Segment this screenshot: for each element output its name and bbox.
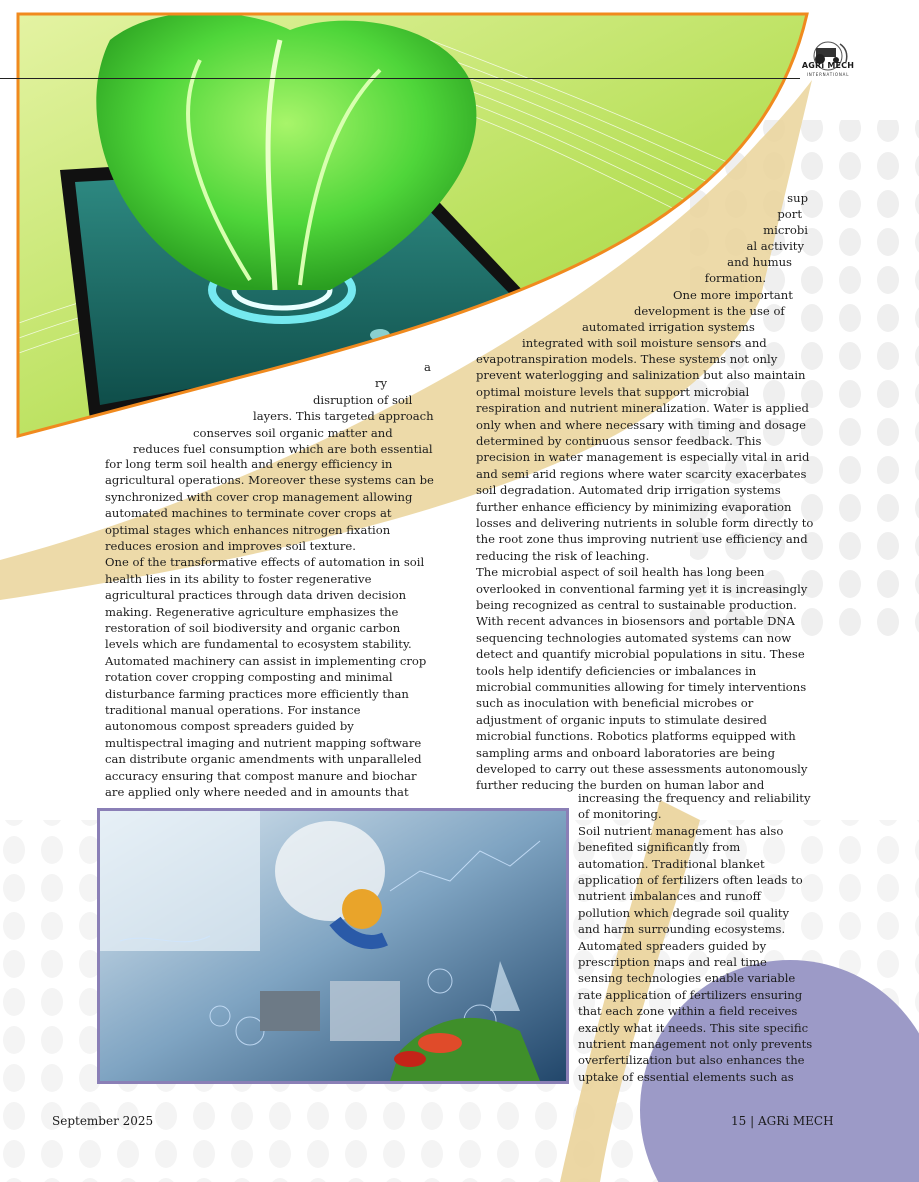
wrap-line-left: conserves soil organic matter and — [193, 425, 393, 440]
right-column-line: sampling arms and onboard laboratories are being — [476, 745, 775, 760]
right-column-line: developed to carry out these assessments autonomously — [476, 762, 808, 776]
narrow-column-line: and harm surrounding ecosystems. — [578, 922, 786, 937]
left-column-line: agricultural practices through data driven decision — [105, 588, 407, 603]
narrow-column-line: benefited significantly from — [578, 840, 741, 855]
left-column-line: autonomous compost spreaders guided by — [105, 719, 354, 734]
wrap-line-left: a — [424, 360, 431, 374]
right-column-line: detect and quantify microbial populations in situ. These — [476, 647, 805, 662]
left-column-line: can distribute organic amendments with unparalleled — [105, 752, 422, 767]
left-column-line: traditional manual operations. For instance — [105, 703, 361, 717]
narrow-column-line: overfertilization but also enhances the — [578, 1053, 805, 1068]
left-column-line: agricultural operations. Moreover these systems can be — [105, 473, 434, 488]
wrap-line-right: and humus — [727, 255, 792, 269]
right-column-line: overlooked in conventional farming yet it is increasingly — [476, 581, 808, 596]
left-column-line: One of the transformative effects of automation in soil — [105, 555, 425, 570]
left-column-line: automated machines to terminate cover crops at — [105, 506, 392, 521]
lab-photo — [97, 808, 569, 1084]
right-column-line: soil degradation. Automated drip irrigation systems — [476, 483, 781, 498]
narrow-column-line: exactly what it needs. This site specific — [578, 1020, 809, 1035]
narrow-column-line: Soil nutrient management has also — [578, 823, 784, 838]
left-column-line: accuracy ensuring that compost manure and biochar — [105, 768, 417, 783]
left-column-line: disturbance farming practices more efficiently than — [105, 686, 409, 701]
left-column-line: Automated machinery can assist in implementing crop — [105, 653, 427, 668]
narrow-column-line: increasing the frequency and reliability — [578, 791, 811, 805]
left-column-line: rotation cover cropping composting and minimal — [105, 670, 393, 685]
right-column-line: sequencing technologies automated systems can now — [476, 630, 792, 645]
left-column-line: making. Regenerative agriculture emphasizes the — [105, 604, 399, 619]
right-column-line: precision in water management is especially vital in arid — [476, 450, 810, 465]
right-column-line: such as inoculation with beneficial microbes or — [476, 696, 754, 711]
narrow-column-line: of monitoring. — [578, 807, 662, 822]
left-column-line: health lies in its ability to foster regenerative — [105, 571, 372, 586]
wrap-line-right: microbi — [763, 223, 808, 237]
wrap-line-right: formation. — [704, 271, 766, 285]
right-column-line: adjustment of organic inputs to stimulate desired — [476, 712, 767, 727]
narrow-column-line: uptake of essential elements such as — [578, 1069, 794, 1084]
footer-date: September 2025 — [52, 1114, 154, 1128]
narrow-column-line: sensing technologies enable variable — [578, 971, 796, 986]
right-column-line: With recent advances in biosensors and portable DNA — [476, 614, 795, 629]
right-column-line: optimal moisture levels that support microbial — [476, 384, 750, 399]
wrap-line-right: integrated with soil moisture sensors and — [522, 336, 767, 350]
right-column-line: and semi arid regions where water scarcity exacerbates — [476, 466, 807, 481]
right-column-line: further enhance efficiency by minimizing evaporation — [476, 499, 792, 514]
right-column-line: prevent waterlogging and salinization but also maintain — [476, 368, 806, 383]
right-column-line: respiration and nutrient mineralization. Water is applied — [476, 401, 809, 416]
narrow-column-line: nutrient management not only prevents — [578, 1037, 813, 1051]
wrap-line-right: al activity — [746, 239, 804, 253]
left-column-line: synchronized with cover crop management allowing — [105, 489, 413, 504]
narrow-column-line: rate application of fertilizers ensuring — [578, 987, 803, 1002]
narrow-column-line: automation. Traditional blanket — [578, 856, 765, 871]
right-column-line: further reducing the burden on human labor and — [476, 778, 765, 793]
left-column-line: for long term soil health and energy efficiency in — [105, 457, 393, 471]
right-column-line: reducing the risk of leaching. — [476, 548, 650, 563]
narrow-column-line: Automated spreaders guided by — [578, 938, 767, 953]
right-column-line: only when and where necessary with timing and dosage — [476, 417, 807, 432]
right-column-line: microbial communities allowing for timely interventions — [476, 680, 807, 694]
wrap-line-left: disruption of soil — [313, 392, 413, 407]
right-column-line: the root zone thus improving nutrient use efficiency and — [476, 532, 808, 547]
right-column-line: losses and delivering nutrients in soluble form directly to — [476, 516, 814, 530]
narrow-column-line: that each zone within a field receives — [578, 1004, 798, 1019]
logo-text: AGRi MECH — [801, 61, 855, 70]
wrap-line-right: One more important — [673, 288, 793, 302]
left-column-line: restoration of soil biodiversity and organic carbon — [105, 621, 401, 635]
right-column-line: The microbial aspect of soil health has long been — [476, 565, 765, 580]
right-column-line: tools help identify deficiencies or imbalances in — [476, 663, 757, 678]
left-column-line: levels which are fundamental to ecosystem stability. — [105, 637, 412, 652]
right-column-line: evapotranspiration models. These systems not only — [476, 352, 778, 366]
left-column-line: optimal stages which enhances nitrogen fixation — [105, 522, 391, 537]
header-rule — [0, 78, 800, 79]
wrap-line-left: ry — [375, 376, 388, 391]
wrap-line-right: sup — [787, 191, 808, 205]
footer-page-number: 15 | AGRi MECH — [731, 1114, 834, 1128]
left-column-line: reduces erosion and improves soil texture. — [105, 539, 356, 553]
right-column-line: microbial functions. Robotics platforms equipped with — [476, 729, 796, 744]
wrap-line-right: port — [777, 207, 802, 221]
wrap-line-right: development is the use of — [634, 304, 785, 318]
wrap-line-right: automated irrigation systems — [582, 320, 755, 334]
logo-subtitle: INTERNATIONAL — [806, 72, 850, 77]
narrow-column-line: nutrient imbalances and runoff — [578, 889, 761, 904]
left-column-line: multispectral imaging and nutrient mapping software — [105, 735, 422, 750]
right-column-line: being recognized as central to sustainable production. — [476, 598, 797, 612]
right-column-line: determined by continuous sensor feedback. This — [476, 434, 762, 448]
narrow-column-line: prescription maps and real time — [578, 955, 767, 969]
lab-scene-icon — [100, 811, 566, 1081]
wrap-line-left: layers. This targeted approach — [253, 409, 434, 424]
narrow-column-line: pollution which degrade soil quality — [578, 905, 790, 920]
narrow-column-line: application of fertilizers often leads to — [578, 873, 803, 887]
left-column-line: are applied only where needed and in amounts that — [105, 785, 409, 799]
wrap-line-left: reduces fuel consumption which are both essential — [133, 442, 433, 456]
